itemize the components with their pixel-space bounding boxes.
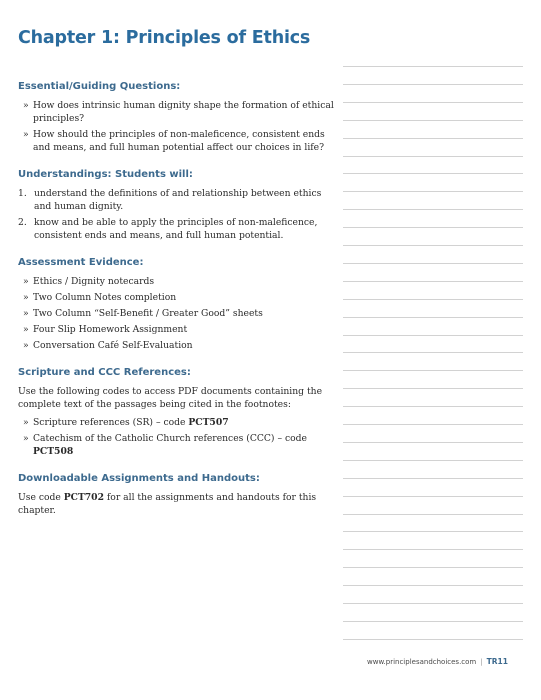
note-line	[343, 585, 523, 586]
note-line	[343, 549, 523, 550]
note-line	[343, 567, 523, 568]
bullet-marker: »	[23, 324, 29, 335]
item-number: 2.	[18, 217, 27, 228]
note-line	[343, 102, 523, 103]
item-number: 1.	[18, 188, 27, 199]
list-item	[18, 99, 336, 125]
footer-url: www.principlesandchoices.com	[367, 658, 477, 666]
understandings-section	[18, 168, 336, 242]
scripture-references-heading: Scripture and CCC References:	[18, 367, 191, 378]
access-code: PCT702	[63, 492, 104, 503]
access-code: PCT508	[33, 446, 74, 457]
note-line	[343, 156, 523, 157]
note-line	[343, 496, 523, 497]
list-item	[18, 416, 336, 429]
downloads-text-post: for all the assignments and handouts for this chapter.	[18, 492, 317, 516]
downloads-text	[18, 491, 336, 517]
downloads-text-pre: Use code	[18, 492, 64, 503]
bullet-marker: »	[23, 100, 29, 111]
list-item-text: Four Slip Homework Assignment	[33, 324, 188, 335]
note-line	[343, 263, 523, 264]
downloads-heading: Downloadable Assignments and Handouts:	[18, 473, 260, 484]
note-line	[343, 138, 523, 139]
page-number	[487, 657, 508, 666]
note-line	[343, 424, 523, 425]
list-item	[18, 323, 336, 336]
note-line	[343, 621, 523, 622]
note-line	[343, 639, 523, 640]
list-item-text: Two Column Notes completion	[33, 292, 177, 303]
list-item	[18, 128, 336, 154]
note-line	[343, 335, 523, 336]
list-item	[18, 432, 336, 458]
note-line	[343, 191, 523, 192]
list-item-text: Catechism of the Catholic Church references (CCC) – code	[33, 433, 307, 444]
list-item	[18, 275, 336, 288]
bullet-marker: »	[23, 292, 29, 303]
page-title: Chapter 1: Principles of Ethics	[18, 28, 311, 48]
list-item	[18, 216, 336, 242]
note-line	[343, 370, 523, 371]
note-line	[343, 514, 523, 515]
list-item	[18, 307, 336, 320]
note-line	[343, 84, 523, 85]
page-number-prefix: TR	[486, 657, 498, 666]
note-line	[343, 442, 523, 443]
scripture-references-section	[18, 366, 336, 458]
bullet-marker: »	[23, 129, 29, 140]
note-line	[343, 209, 523, 210]
note-line	[343, 478, 523, 479]
bullet-marker: »	[23, 340, 29, 351]
note-line	[343, 66, 523, 67]
note-line	[343, 388, 523, 389]
bullet-marker: »	[23, 433, 29, 444]
assessment-evidence-section	[18, 256, 336, 352]
footer-separator: |	[480, 658, 483, 666]
list-item	[18, 291, 336, 304]
page-number-value: 11	[497, 657, 508, 666]
note-line	[343, 531, 523, 532]
list-item-text: know and be able to apply the principles of non-maleficence, consistent ends and means, and full human potential.	[34, 217, 318, 241]
note-line	[343, 281, 523, 282]
scripture-intro: Use the following codes to access PDF documents containing the complete text of the passages being cited in the footnotes:	[18, 386, 323, 410]
list-item	[18, 187, 336, 213]
list-item-text: Two Column “Self-Benefit / Greater Good” sheets	[33, 308, 263, 319]
access-code: PCT507	[188, 417, 229, 428]
bullet-marker: »	[23, 276, 29, 287]
note-line	[343, 173, 523, 174]
downloads-section	[18, 472, 336, 517]
list-item-text: How does intrinsic human dignity shape the formation of ethical principles?	[33, 100, 334, 124]
page-footer	[367, 657, 508, 666]
list-item-text: understand the definitions of and relationship between ethics and human dignity.	[34, 188, 322, 212]
list-item-text: Ethics / Dignity notecards	[33, 276, 155, 287]
list-item-text: How should the principles of non-maleficence, consistent ends and means, and full human potential affect our choices in life?	[33, 129, 325, 153]
note-line	[343, 227, 523, 228]
bullet-marker: »	[23, 417, 29, 428]
note-line	[343, 406, 523, 407]
note-line	[343, 460, 523, 461]
note-line	[343, 120, 523, 121]
bullet-marker: »	[23, 308, 29, 319]
note-line	[343, 299, 523, 300]
note-lines	[343, 0, 523, 700]
essential-questions-heading: Essential/Guiding Questions:	[18, 81, 181, 92]
assessment-evidence-heading: Assessment Evidence:	[18, 257, 144, 268]
note-line	[343, 245, 523, 246]
list-item	[18, 339, 336, 352]
main-content	[18, 80, 336, 531]
understandings-heading: Understandings: Students will:	[18, 169, 193, 180]
note-line	[343, 603, 523, 604]
note-line	[343, 352, 523, 353]
note-line	[343, 317, 523, 318]
list-item-text: Scripture references (SR) – code	[33, 417, 189, 428]
essential-questions-section	[18, 80, 336, 154]
list-item-text: Conversation Café Self-Evaluation	[33, 340, 193, 351]
